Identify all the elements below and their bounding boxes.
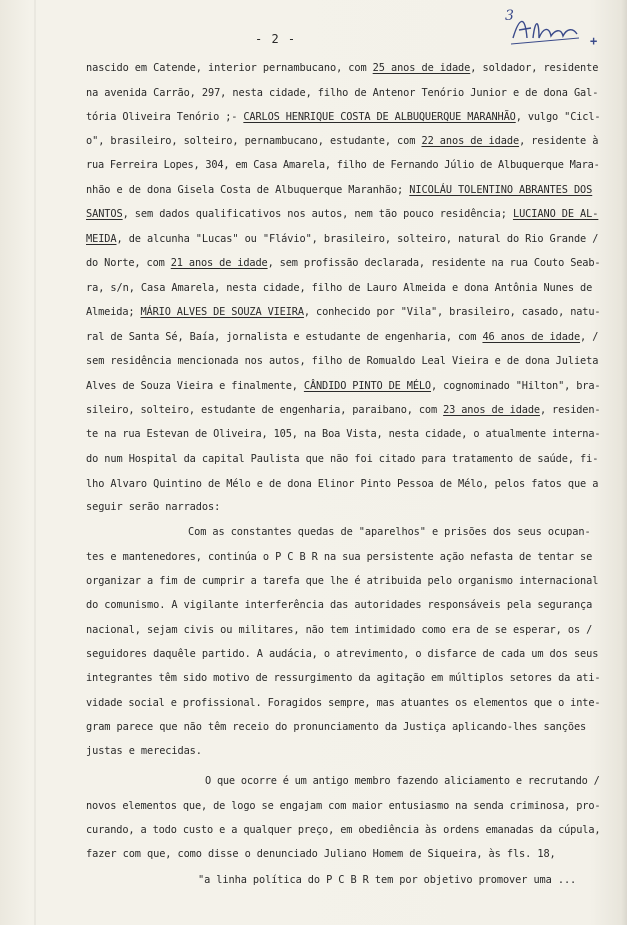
text-line <box>86 233 598 245</box>
text-run: curando, a todo custo e a qualquer preço, em obediência às ordens emanadas da cúpula, <box>86 824 601 836</box>
text-line <box>86 848 556 860</box>
underlined-text: 23 anos de idade <box>443 404 540 416</box>
text-line <box>86 824 600 836</box>
text-line <box>86 87 598 99</box>
text-run: "a linha política do P C B R tem por objetivo promover uma ... <box>198 874 577 886</box>
text-run: gram parece que não têm receio do pronunciamento da Justiça aplicando-lhes sanções <box>86 721 587 733</box>
underlined-text: CARLOS HENRIQUE COSTA DE ALBUQUERQUE MARANHÃO <box>243 111 516 123</box>
text-line <box>86 800 600 812</box>
text-run: , de alcunha "Lucas" ou "Flávio", brasileiro, solteiro, natural do Rio Grande / <box>116 233 599 245</box>
text-line <box>86 745 202 757</box>
text-line <box>86 428 600 440</box>
text-line <box>86 380 600 392</box>
text-line <box>86 404 600 416</box>
text-run: vidade social e profissional. Foragidos sempre, mas atuantes os elementos que o inte- <box>86 697 601 709</box>
text-line <box>86 159 600 171</box>
text-line <box>86 62 598 74</box>
underlined-text: 25 anos de idade <box>372 62 471 74</box>
underlined-text: LUCIANO DE AL- <box>512 208 599 220</box>
text-line <box>86 721 586 733</box>
text-run: Com as constantes quedas de "aparelhos" e prisões dos seus ocupan- <box>188 526 591 538</box>
text-run: justas e merecidas. <box>86 745 202 757</box>
text-line <box>86 551 592 563</box>
text-run: nascido em Catende, interior pernambucano, com <box>86 62 373 74</box>
text-run: , cognominado "Hilton", bra- <box>431 380 601 392</box>
text-run: do comunismo. A vigilante interferência das autoridades responsáveis pela segurança <box>86 599 593 611</box>
text-line <box>86 599 592 611</box>
text-line <box>86 624 592 636</box>
page-fold <box>34 0 36 925</box>
text-line <box>86 672 600 684</box>
text-line <box>86 135 598 147</box>
text-line <box>188 526 591 538</box>
text-run: do num Hospital da capital Paulista que não foi citado para tratamento de saúde, fi- <box>86 453 599 465</box>
text-run: , conhecido por "Vila", brasileiro, casado, natu- <box>303 306 601 318</box>
text-run: , residente à <box>519 135 599 147</box>
text-line <box>86 257 600 269</box>
underlined-text: MÁRIO ALVES DE SOUZA VIEIRA <box>140 306 304 318</box>
signature-annotation <box>505 8 585 53</box>
text-run: te na rua Estevan de Oliveira, 105, na Boa Vista, nesta cidade, o atualmente interna- <box>86 428 601 440</box>
text-line <box>86 648 598 660</box>
text-run: organizar a fim de cumprir a tarefa que lhe é atribuida pelo organismo internacional <box>86 575 599 587</box>
text-line <box>198 874 576 886</box>
text-run: o", brasileiro, solteiro, pernambucano, estudante, com <box>86 135 422 147</box>
text-run: , / <box>580 331 599 343</box>
annotation-number: 3 <box>505 8 514 24</box>
text-line <box>86 282 592 294</box>
text-line <box>86 306 600 318</box>
text-line <box>86 331 598 343</box>
text-line <box>86 478 598 490</box>
underlined-text: 22 anos de idade <box>421 135 520 147</box>
text-run: fazer com que, como disse o denunciado Juliano Homem de Siqueira, às fls. 18, <box>86 848 556 860</box>
page-edge-shadow <box>621 0 627 925</box>
text-run: , sem profissão declarada, residente na rua Couto Seab- <box>267 257 601 269</box>
text-run: , soldador, residente <box>470 62 599 74</box>
text-run: ra, s/n, Casa Amarela, nesta cidade, filho de Lauro Almeida e dona Antônia Nunes de <box>86 282 593 294</box>
text-run: nacional, sejam civis ou militares, não tem intimidado como era de se esperar, os / <box>86 624 593 636</box>
text-run: O que ocorre é um antigo membro fazendo aliciamento e recrutando / <box>205 775 600 787</box>
text-line <box>86 184 592 196</box>
text-line <box>86 111 600 123</box>
text-line <box>86 501 220 513</box>
underlined-text: CÂNDIDO PINTO DE MÉLO <box>303 380 431 392</box>
text-run: integrantes têm sido motivo de ressurgimento da agitação em múltiplos setores da ati- <box>86 672 601 684</box>
underlined-text: NICOLÁU TOLENTINO ABRANTES DOS <box>409 184 593 196</box>
text-run: , sem dados qualificativos nos autos, nem tão pouco residência; <box>122 208 513 220</box>
text-run: novos elementos que, de logo se engajam com maior entusiasmo na senda criminosa, pro- <box>86 800 601 812</box>
underlined-text: SANTOS <box>86 208 123 220</box>
text-run: na avenida Carrão, 297, nesta cidade, filho de Antenor Tenório Junior e de dona Gal- <box>86 87 599 99</box>
text-run: do Norte, com <box>86 257 171 269</box>
text-run: seguir serão narrados: <box>86 501 221 513</box>
text-line <box>86 208 598 220</box>
text-run: seguidores daquêle partido. A audácia, o atrevimento, o disfarce de cada um dos seus <box>86 648 599 660</box>
text-line <box>86 355 598 367</box>
text-run: nhão e de dona Gisela Costa de Albuquerque Maranhão; <box>86 184 410 196</box>
annotation-mark: + <box>590 34 598 48</box>
handwritten-signature <box>505 8 585 53</box>
text-line <box>86 697 600 709</box>
underlined-text: MEIDA <box>86 233 117 245</box>
text-run: rua Ferreira Lopes, 304, em Casa Amarela, filho de Fernando Júlio de Albuquerque Mara- <box>86 159 600 171</box>
text-run: Alves de Souza Vieira e finalmente, <box>86 380 304 392</box>
text-run: Almeida; <box>86 306 141 318</box>
text-run: , residen- <box>539 404 601 416</box>
text-line <box>86 453 598 465</box>
text-run: , vulgo "Cicl- <box>515 111 601 123</box>
text-run: tes e mantenedores, continúa o P C B R na sua persistente ação nefasta de tentar se <box>86 551 593 563</box>
text-line <box>205 775 600 787</box>
text-run: ral de Santa Sé, Baía, jornalista e estudante de engenharia, com <box>86 331 483 343</box>
text-line <box>86 575 598 587</box>
underlined-text: 46 anos de idade <box>482 331 581 343</box>
text-run: sem residência mencionada nos autos, filho de Romualdo Leal Vieira e de dona Julieta <box>86 355 599 367</box>
page-number: - 2 - <box>255 32 297 46</box>
text-run: tória Oliveira Tenório ;- <box>86 111 244 123</box>
underlined-text: 21 anos de idade <box>170 257 268 269</box>
text-run: lho Alvaro Quintino de Mélo e de dona Elinor Pinto Pessoa de Mélo, pelos fatos que a <box>86 478 599 490</box>
text-run: sileiro, solteiro, estudante de engenharia, paraibano, com <box>86 404 444 416</box>
